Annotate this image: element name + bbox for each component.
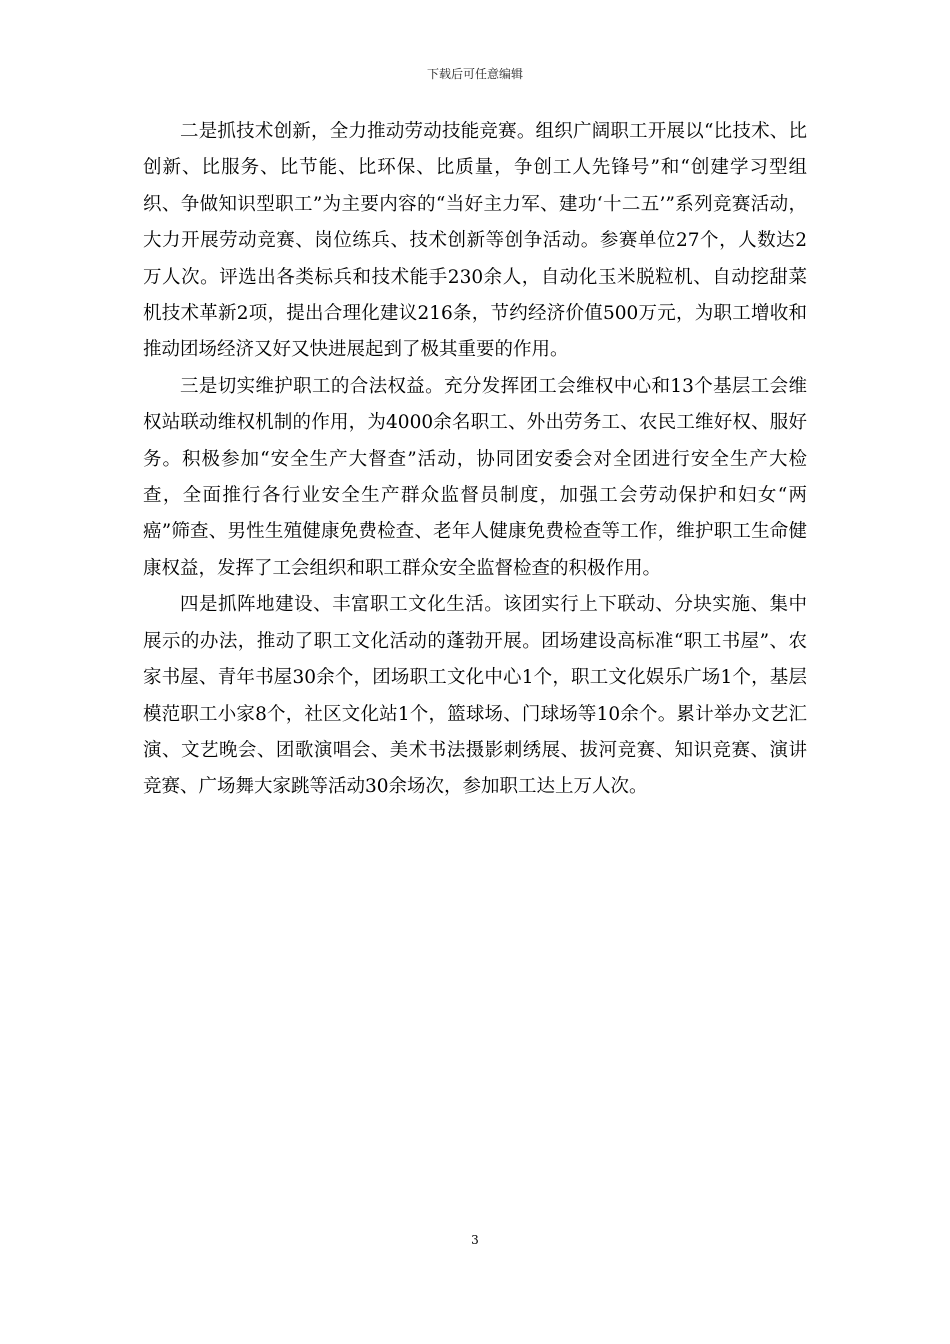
page-header-note: 下载后可任意编辑 bbox=[426, 67, 523, 81]
page-number: 3 bbox=[471, 1233, 479, 1247]
paragraph-technical-innovation: 二是抓技术创新，全力推动劳动技能竞赛。组织广阔职工开展以“比技术、比创新、比服务、比节能、比环保、比质量，争创工人先锋号”和“创建学习型组织、争做知识型职工”为主要内容的“当好主力军、建功‘十二五’”系列竞赛活动，大力开展劳动竞赛、岗位练兵、技术创新等创争活动。参赛单位27个，人数达2万人次。评选出各类标兵和技术能手230余人，自动化玉米脱粒机、自动挖甜菜机技术革新2项，提出合理化建议216条，节约经济价值500万元，为职工增收和推动团场经济又好又快进展起到了极其重要的作用。 bbox=[143, 121, 807, 361]
document-body bbox=[143, 114, 807, 806]
paragraph-worker-rights: 三是切实维护职工的合法权益。充分发挥团工会维权中心和13个基层工会维权站联动维权机制的作用，为4000余名职工、外出劳务工、农民工维好权、服好务。积极参加“安全生产大督查”活动，协同团安委会对全团进行安全生产大检查，全面推行各行业安全生产群众监督员制度，加强工会劳动保护和妇女“两癌”筛查、男性生殖健康免费检查、老年人健康免费检查等工作，维护职工生命健康权益，发挥了工会组织和职工群众安全监督检查的积极作用。 bbox=[143, 375, 807, 579]
paragraph-cultural-life: 四是抓阵地建设、丰富职工文化生活。该团实行上下联动、分块实施、集中展示的办法，推动了职工文化活动的蓬勃开展。团场建设高标准“职工书屋”、农家书屋、青年书屋30余个，团场职工文化中心1个，职工文化娱乐广场1个，基层模范职工小家8个，社区文化站1个，篮球场、门球场等10余个。累计举办文艺汇演、文艺晚会、团歌演唱会、美术书法摄影刺绣展、拔河竞赛、知识竞赛、演讲竞赛、广场舞大家跳等活动30余场次，参加职工达上万人次。 bbox=[143, 594, 807, 798]
